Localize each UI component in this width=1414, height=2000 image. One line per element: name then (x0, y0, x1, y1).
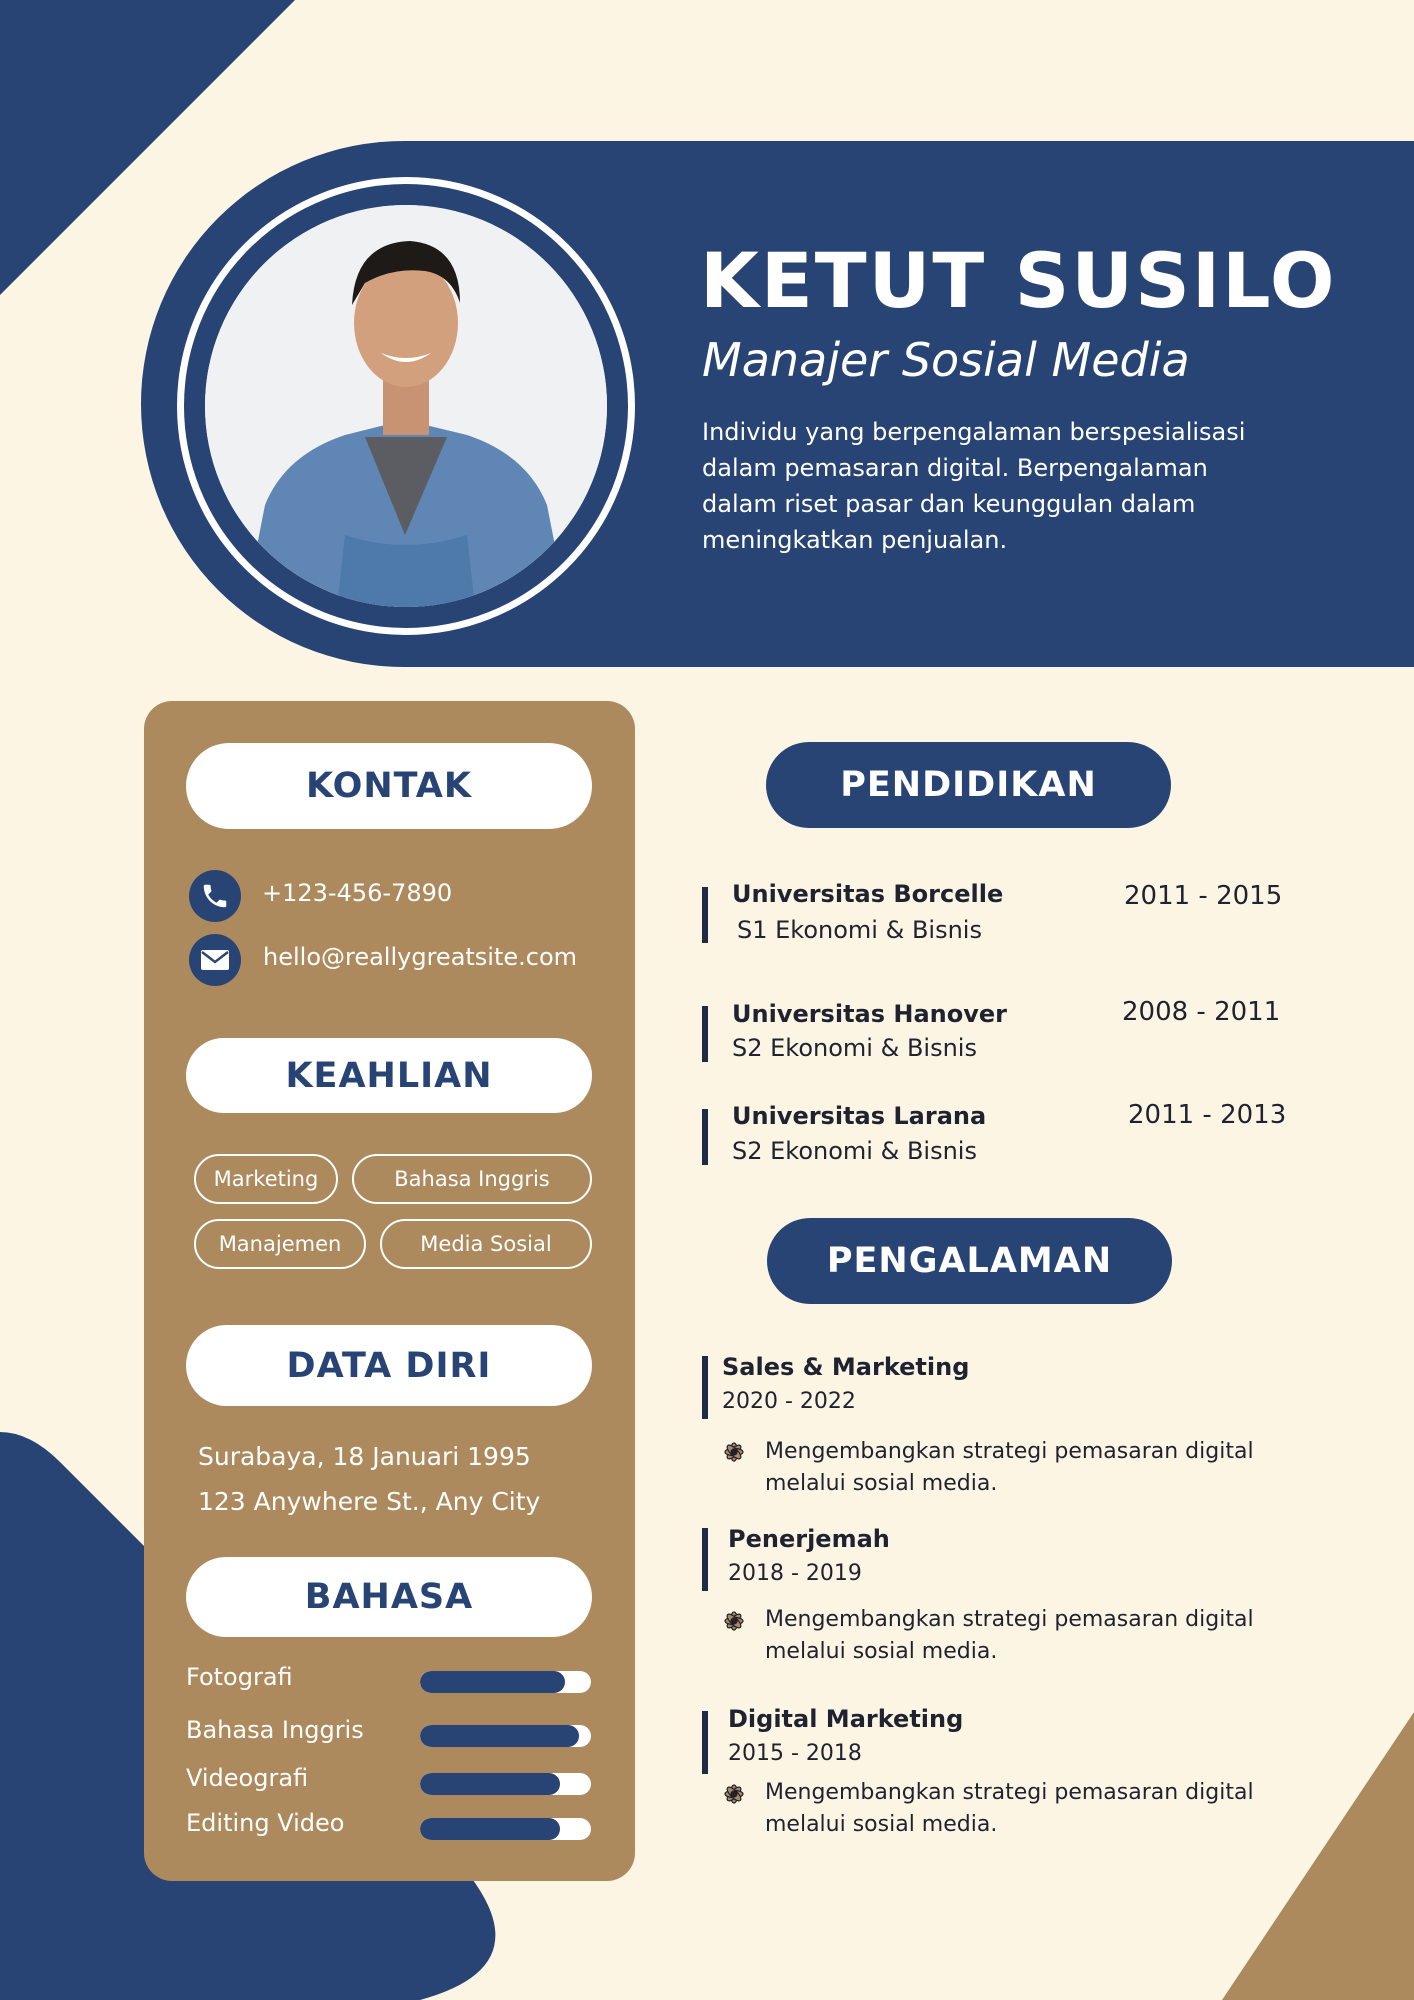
education-school: Universitas Larana (732, 1102, 987, 1130)
education-degree: S2 Ekonomi & Bisnis (732, 1034, 977, 1062)
education-school: Universitas Hanover (732, 1000, 1007, 1028)
job-title: Manajer Sosial Media (702, 333, 1190, 387)
education-heading: PENDIDIKAN (766, 742, 1171, 828)
skill-media-sosial: Media Sosial (380, 1219, 592, 1269)
education-degree: S1 Ekonomi & Bisnis (737, 916, 982, 944)
experience-description: Mengembangkan strategi pemasaran digital melalui sosial media. (765, 1607, 1254, 1664)
language-bar (420, 1818, 591, 1840)
experience-description: Mengembangkan strategi pemasaran digital melalui sosial media. (765, 1439, 1254, 1496)
education-years: 2011 - 2015 (1124, 881, 1283, 911)
education-divider (702, 1109, 708, 1165)
experience-title: Sales & Marketing (722, 1353, 970, 1381)
education-years: 2011 - 2013 (1128, 1100, 1287, 1130)
language-bar-fill (420, 1671, 565, 1693)
language-bar (420, 1773, 591, 1795)
phone-icon (189, 870, 241, 922)
experience-years: 2015 - 2018 (728, 1741, 862, 1766)
language-bar-fill (420, 1818, 560, 1840)
language-bar-fill (420, 1725, 579, 1747)
education-school: Universitas Borcelle (732, 880, 1004, 908)
skills-heading: KEAHLIAN (186, 1038, 592, 1113)
language-bar (420, 1671, 591, 1693)
experience-years: 2018 - 2019 (728, 1561, 862, 1586)
sidebar (144, 701, 635, 1881)
experience-divider (702, 1711, 708, 1774)
profile-photo (205, 205, 607, 607)
language-label: Fotografi (186, 1663, 293, 1691)
language-label: Videografi (186, 1764, 309, 1792)
experience-heading: PENGALAMAN (767, 1218, 1172, 1304)
email-icon (189, 934, 241, 986)
flower-bullet-icon (720, 1438, 748, 1466)
bottom-right-triangle (1222, 1712, 1414, 2000)
language-bar-fill (420, 1773, 560, 1795)
person-name: KETUT SUSILO (700, 236, 1337, 325)
education-divider (702, 887, 708, 943)
experience-years: 2020 - 2022 (722, 1389, 856, 1414)
experience-title: Digital Marketing (728, 1705, 964, 1733)
flower-bullet-icon (720, 1607, 748, 1635)
experience-title: Penerjemah (728, 1525, 890, 1553)
language-bar (420, 1725, 591, 1747)
experience-divider (702, 1356, 708, 1419)
education-years: 2008 - 2011 (1122, 997, 1281, 1027)
skill-marketing: Marketing (194, 1154, 338, 1204)
experience-description: Mengembangkan strategi pemasaran digital melalui sosial media. (765, 1780, 1254, 1837)
skill-manajemen: Manajemen (194, 1219, 366, 1269)
email-address: hello@reallygreatsite.com (263, 943, 578, 971)
personal-data-heading: DATA DIRI (186, 1325, 592, 1406)
flower-bullet-icon (720, 1780, 748, 1808)
languages-heading: BAHASA (186, 1557, 592, 1637)
contact-heading: KONTAK (186, 743, 592, 829)
skill-bahasa-inggris: Bahasa Inggris (352, 1154, 592, 1204)
phone-number: +123-456-7890 (262, 879, 453, 907)
language-label: Editing Video (186, 1809, 345, 1837)
birth-info: Surabaya, 18 Januari 1995 (198, 1442, 531, 1471)
language-label: Bahasa Inggris (186, 1716, 364, 1744)
address-info: 123 Anywhere St., Any City (198, 1487, 541, 1516)
profile-summary: Individu yang berpengalaman berspesialisasi dalam pemasaran digital. Berpengalaman dalam riset pasar dan keunggulan dalam meningkatkan penjualan. (702, 418, 1246, 554)
experience-divider (702, 1528, 708, 1591)
education-degree: S2 Ekonomi & Bisnis (732, 1137, 977, 1165)
education-divider (702, 1006, 708, 1062)
